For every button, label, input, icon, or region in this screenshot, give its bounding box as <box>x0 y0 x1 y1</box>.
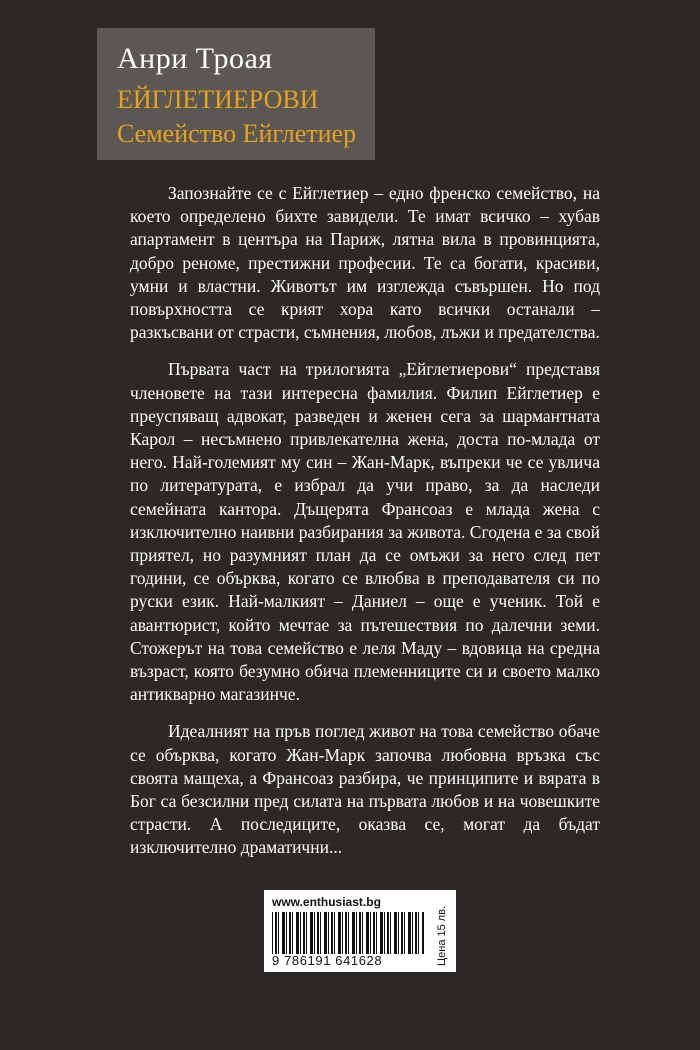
barcode-icon <box>272 912 424 954</box>
blurb-text <box>130 182 600 874</box>
book-subtitle: Семейство Ейглетиер <box>117 119 357 148</box>
series-title: ЕЙГЛЕТИЕРОВИ <box>117 85 319 114</box>
blurb-paragraph: Запознайте се с Ейглетиер – едно френско семейство, на което определено бихте завидели. Те имат всичко – хубав апартамент в центъра на Париж, лятна вила в провинцията, добро реноме, престижни професии. Те са богати, красиви, умни и властни. Животът им изглежда съвършен. Но под повърхността се крият хора като всички останали – разкъсвани от страсти, съмнения, любов, лъжи и предателства. <box>130 183 600 343</box>
author-name: Анри Троая <box>117 42 273 75</box>
barcode-label <box>264 890 456 972</box>
blurb-paragraph: Идеалният на пръв поглед живот на това семейство обаче се обърква, когато Жан-Марк започва любовна връзка със своята мащеха, а Франсоаз разбира, че принципите и вярата в Бог са безсилни пред силата на първата любов и на човешките страсти. А последиците, оказва се, могат да бъдат изключително драматични... <box>130 721 600 858</box>
publisher-url: www.enthusiast.bg <box>272 895 381 909</box>
title-box <box>97 28 375 160</box>
price-label: Цена 15 лв. <box>436 905 448 966</box>
isbn-number: 9 786191 641628 <box>272 953 383 968</box>
blurb-paragraph: Първата част на трилогията „Ейглетиерови“ представя членовете на тази интересна фамилия. Филип Ейглетиер е преуспяващ адвокат, разведен и женен сега за шармантната Карол – несъмнено привлекателна жена, доста по-млада от него. Най-големият му син – Жан-Марк, въпреки че се увлича по литературата, е избрал да учи право, за да наследи семейната кантора. Дъщерята Франсоаз е млада жена с изключително наивни разбирания за живота. Сгодена е за свой приятел, но разумният план да се омъжи за него след пет години, се обърква, когато се влюбва в преподавателя си по руски език. Най-малкият – Даниел – още е ученик. Той е авантюрист, който мечтае за пътешествия по далечни земи. Стожерът на това семейство е леля Маду – вдовица на средна възраст, която безумно обича племенниците си и своето малко антикварно магазинче. <box>130 359 600 705</box>
